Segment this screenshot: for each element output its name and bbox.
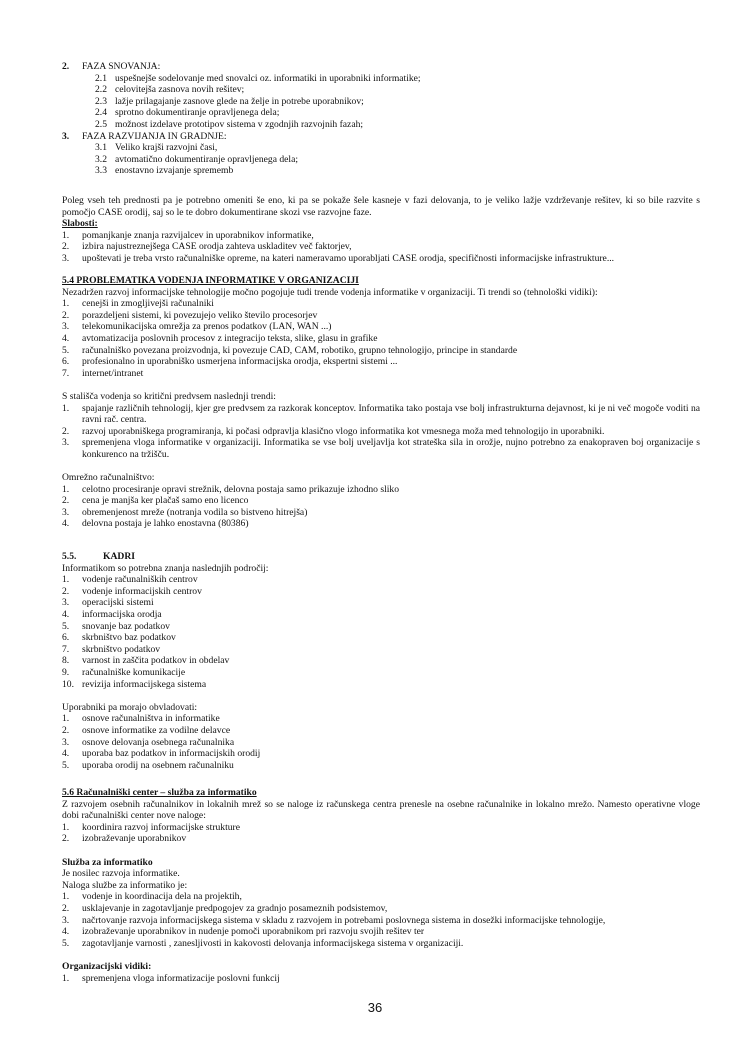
users-list [62, 713, 700, 771]
item-text: telekomunikacijska omrežja za prenos podatkov (LAN, WAN ...) [82, 321, 332, 333]
list-item [62, 345, 700, 357]
item-text: koordinira razvoj informacijske strukture [82, 821, 240, 833]
paragraph: Z razvojem osebnih računalnikov in lokalnih mrež so se naloge iz računskega centra prenesle na osebne računalnike in lokalno mrežo. Namesto operativne vloge dobi računalniški center nove naloge: [62, 798, 700, 822]
item-number: 2.3 [95, 95, 107, 107]
item-number: 3. [62, 437, 70, 449]
list-item [62, 737, 700, 749]
item-text: skrbništvo podatkov [82, 643, 161, 655]
item-text: skrbništvo baz podatkov [82, 632, 176, 644]
slabosti-list [62, 230, 700, 265]
item-number: 3. [62, 321, 70, 333]
list-item [62, 507, 700, 519]
item-number: 2. [62, 902, 70, 914]
list-item [62, 609, 700, 621]
item-text: porazdeljeni sistemi, ki povezujejo veliko število procesorjev [82, 309, 318, 321]
list-item [62, 73, 700, 85]
item-number: 3. [62, 736, 70, 748]
list-item [62, 891, 700, 903]
item-number: 5. [62, 937, 70, 949]
list-item [62, 667, 700, 679]
item-number: 1. [62, 972, 70, 984]
item-number: 2.1 [95, 72, 107, 84]
list-item [62, 154, 700, 166]
list-item [62, 142, 700, 154]
item-text: profesionalno in uporabniško usmerjena informacijska orodja, ekspertni sistemi ... [82, 356, 398, 368]
item-text: FAZA SNOVANJA: [82, 61, 161, 72]
list-item [62, 84, 700, 96]
item-number: 3.2 [95, 153, 107, 165]
item-text: operacijski sistemi [82, 597, 154, 609]
item-number: 4. [62, 926, 70, 938]
item-text: avtomatizacija poslovnih procesov z integracijo teksta, slike, glasu in grafike [82, 332, 378, 344]
item-text: cenejši in zmogljivejši računalniki [82, 298, 214, 310]
section-title: KADRI [103, 551, 135, 562]
section-number: 5.5. [62, 551, 77, 562]
list-item [62, 107, 700, 119]
slabosti-heading: Slabosti: [62, 218, 98, 230]
subheading: Služba za informatiko [62, 856, 153, 868]
item-text: snovanje baz podatkov [82, 620, 170, 632]
item-number: 3. [62, 130, 70, 142]
critical-list [62, 403, 700, 461]
item-text: izobraževanje uporabnikov [82, 833, 187, 845]
item-text: upoštevati je treba vrsto računalniške opreme, na kateri nameravamo uporabljati CASE orodja, specifičnosti informacijske infrastrukture... [82, 252, 615, 264]
item-text: računalniške komunikacije [82, 666, 186, 678]
item-number: 2.2 [95, 84, 107, 96]
list-item [62, 484, 700, 496]
item-text: osnove računalništva in informatike [82, 713, 220, 725]
item-text: razvoj uporabniškega programiranja, ki počasi odpravlja klasično vlogo informatika kot vmesnega moža med tehnologijo in uporabniki. [82, 425, 605, 437]
list-item [62, 333, 700, 345]
list-item [62, 165, 700, 177]
item-text: uporaba baz podatkov in informacijskih orodij [82, 748, 261, 760]
item-text: uporaba orodij na osebnem računalniku [82, 759, 234, 771]
item-text: spremenjena vloga informatike v organizaciji. Informatika se vse bolj uveljavlja kot strateška sila in orožje, nujno potrebno za enakopraven boj organizacije s konkurenco na tržišču. [82, 437, 700, 460]
item-number: 6. [62, 356, 70, 368]
subheading: Organizacijski vidiki: [62, 960, 152, 972]
item-number: 4. [62, 748, 70, 760]
item-text: vodenje računalniških centrov [82, 574, 198, 586]
list-item [62, 403, 700, 426]
list-item [62, 973, 700, 985]
org-list [62, 973, 700, 985]
list-item [62, 356, 700, 368]
list-item [62, 760, 700, 772]
item-text: obremenjenost mreže (notranja vodila so bistveno hitrejša) [82, 506, 308, 518]
paragraph: Naloga službe za informatiko je: [62, 879, 188, 891]
paragraph: Informatikom so potrebna znanja naslednjih področij: [62, 562, 269, 574]
item-number: 3. [62, 252, 70, 264]
item-number: 9. [62, 666, 70, 678]
section-heading: 5.6 Računalniški center – služba za informatiko [62, 787, 257, 798]
paragraph: Omrežno računalništvo: [62, 472, 155, 484]
item-number: 4. [62, 332, 70, 344]
page-number: 36 [367, 1000, 383, 1015]
list-item [62, 574, 700, 586]
list-item [62, 426, 700, 438]
item-text: internet/intranet [82, 367, 144, 379]
item-number: 7. [62, 367, 70, 379]
item-number: 2. [62, 309, 70, 321]
item-text: Veliko krajši razvojni časi, [115, 142, 218, 154]
list-item [62, 621, 700, 633]
list-item [62, 310, 700, 322]
item-text: računalniško povezana proizvodnja, ki povezuje CAD, CAM, robotiko, grupno tehnologijo, principe in standarde [82, 344, 518, 356]
item-number: 1. [62, 483, 70, 495]
case-summary [62, 195, 700, 265]
item-number: 3.1 [95, 142, 107, 154]
item-number: 1. [62, 298, 70, 310]
list-item [62, 833, 700, 845]
item-text: spremenjena vloga informatizacije poslovni funkcij [82, 972, 280, 984]
list-item [62, 632, 700, 644]
paragraph: Uporabniki pa morajo obvladovati: [62, 701, 198, 713]
list-item [62, 748, 700, 760]
section-5-6 [62, 787, 700, 984]
list-item [62, 253, 700, 265]
item-number: 1. [62, 402, 70, 414]
item-text: spajanje različnih tehnologij, kjer gre predvsem za razkorak konceptov. Informatika tako postaja vse bolj infrastrukturna dejavnost, ki je ni več mogoče voditi na ravni rač. centra. [82, 402, 700, 426]
item-number: 1. [62, 891, 70, 903]
item-number: 5. [62, 344, 70, 356]
list-item [62, 713, 700, 725]
item-text: izobraževanje uporabnikov in nudenje pomoči uporabnikom pri razvoju svojih rešitev ter [82, 926, 425, 938]
item-text: osnove delovanja osebnega računalnika [82, 736, 235, 748]
section-heading [62, 551, 700, 563]
paragraph: Je nosilec razvoja informatike. [62, 868, 180, 880]
paragraph: S stališča vodenja so kritični predvsem naslednji trendi: [62, 390, 276, 402]
item-number: 7. [62, 643, 70, 655]
list-item [62, 655, 700, 667]
list-item [62, 321, 700, 333]
item-number: 2. [62, 241, 70, 253]
section-5-5 [62, 551, 700, 771]
item-text: revizija informacijskega sistema [82, 678, 207, 690]
list-item [62, 915, 700, 927]
list-item [62, 298, 700, 310]
item-number: 2. [62, 585, 70, 597]
item-text: možnost izdelave prototipov sistema v zgodnjih razvojnih fazah; [115, 118, 364, 130]
network-list [62, 484, 700, 530]
item-text: celovitejša zasnova novih rešitev; [115, 84, 245, 96]
item-number: 3. [62, 597, 70, 609]
item-text: usklajevanje in zagotavljanje predpogojev za gradnjo posameznih podsistemov, [82, 902, 388, 914]
item-number: 2. [62, 833, 70, 845]
list-item [62, 437, 700, 460]
item-text: sprotno dokumentiranje opravljenega dela; [115, 107, 280, 119]
item-number: 4. [62, 608, 70, 620]
item-text: uspešnejše sodelovanje med snovalci oz. informatiki in uporabniki informatike; [115, 72, 421, 84]
item-text: izbira najustreznejšega CASE orodja zahteva uskladitev več faktorjev, [82, 241, 352, 253]
poleg-paragraph: Poleg vseh teh prednosti pa je potrebno omeniti še eno, ki pa se pokaže šele kasneje v fazi delovanja, to je veliko lažje vzdrževanje rešitev, ki so bile razvite s pomočjo CASE orodij, saj so le te dobro dokumentirane skozi vse razvojne faze. [62, 195, 700, 218]
item-text: pomanjkanje znanja razvijalcev in uporabnikov informatike, [82, 229, 314, 241]
list-item [62, 822, 700, 834]
list-item [62, 119, 700, 131]
skills-list [62, 574, 700, 690]
list-item [62, 679, 700, 691]
section-heading: 5.4 PROBLEMATIKA VODENJA INFORMATIKE V ORGANIZACIJI [62, 275, 359, 286]
list-item [62, 597, 700, 609]
item-number: 2.4 [95, 107, 107, 119]
trends-list [62, 298, 700, 379]
item-number: 2. [62, 61, 70, 72]
item-number: 1. [62, 574, 70, 586]
item-text: enostavno izvajanje sprememb [115, 165, 234, 177]
list-item [62, 938, 700, 950]
item-number: 1. [62, 713, 70, 725]
item-number: 3.3 [95, 165, 107, 177]
list-item [62, 926, 700, 938]
list-item [62, 644, 700, 656]
item-text: varnost in zaščita podatkov in obdelav [82, 655, 230, 667]
list-item [62, 368, 700, 380]
list-item [62, 241, 700, 253]
case-phases [62, 61, 700, 177]
item-text: informacijska orodja [82, 608, 162, 620]
item-number: 5. [62, 620, 70, 632]
list-item [62, 725, 700, 737]
item-text: vodenje in koordinacija dela na projektih, [82, 891, 242, 903]
service-tasks-list [62, 891, 700, 949]
paragraph: Nezadržen razvoj informacijske tehnologije močno pogojuje tudi trende vodenja informatike v organizaciji. Ti trendi so (tehnološki vidiki): [62, 286, 598, 298]
item-number: 1. [62, 229, 70, 241]
list-item [62, 495, 700, 507]
item-number: 10. [62, 678, 74, 690]
section-5-4 [62, 275, 700, 530]
list-item [62, 518, 700, 530]
item-text: avtomatično dokumentiranje opravljenega dela; [115, 153, 299, 165]
item-number: 6. [62, 632, 70, 644]
item-number: 2. [62, 495, 70, 507]
item-number: 8. [62, 655, 70, 667]
item-number: 3. [62, 914, 70, 926]
item-number: 2. [62, 425, 70, 437]
item-number: 3. [62, 506, 70, 518]
tasks-list [62, 822, 700, 845]
item-number: 1. [62, 821, 70, 833]
list-item [62, 903, 700, 915]
item-text: zagotavljanje varnosti , zanesljivosti in kakovosti delovanja informacijskega sistema v organizaciji. [82, 937, 464, 949]
list-item [62, 131, 700, 143]
item-number: 4. [62, 518, 70, 530]
item-text: vodenje informacijskih centrov [82, 585, 202, 597]
item-text: načrtovanje razvoja informacijskega sistema v skladu z razvojem in potrebami poslovnega sistema in dosežki informacijske tehnologije, [82, 914, 606, 926]
list-item [62, 61, 700, 73]
item-text: lažje prilagajanje zasnove glede na želje in potrebe uporabnikov; [115, 95, 364, 107]
item-number: 2. [62, 724, 70, 736]
item-text: osnove informatike za vodilne delavce [82, 724, 231, 736]
item-number: 5. [62, 759, 70, 771]
list-item [62, 586, 700, 598]
item-text: FAZA RAZVIJANJA IN GRADNJE: [82, 130, 227, 142]
list-item [62, 230, 700, 242]
item-number: 2.5 [95, 118, 107, 130]
item-text: delovna postaja je lahko enostavna (80386) [82, 518, 249, 530]
item-text: cena je manjša ker plačaš samo eno licenco [82, 495, 249, 507]
list-item [62, 96, 700, 108]
item-text: celotno procesiranje opravi strežnik, delovna postaja samo prikazuje izhodno sliko [82, 483, 400, 495]
